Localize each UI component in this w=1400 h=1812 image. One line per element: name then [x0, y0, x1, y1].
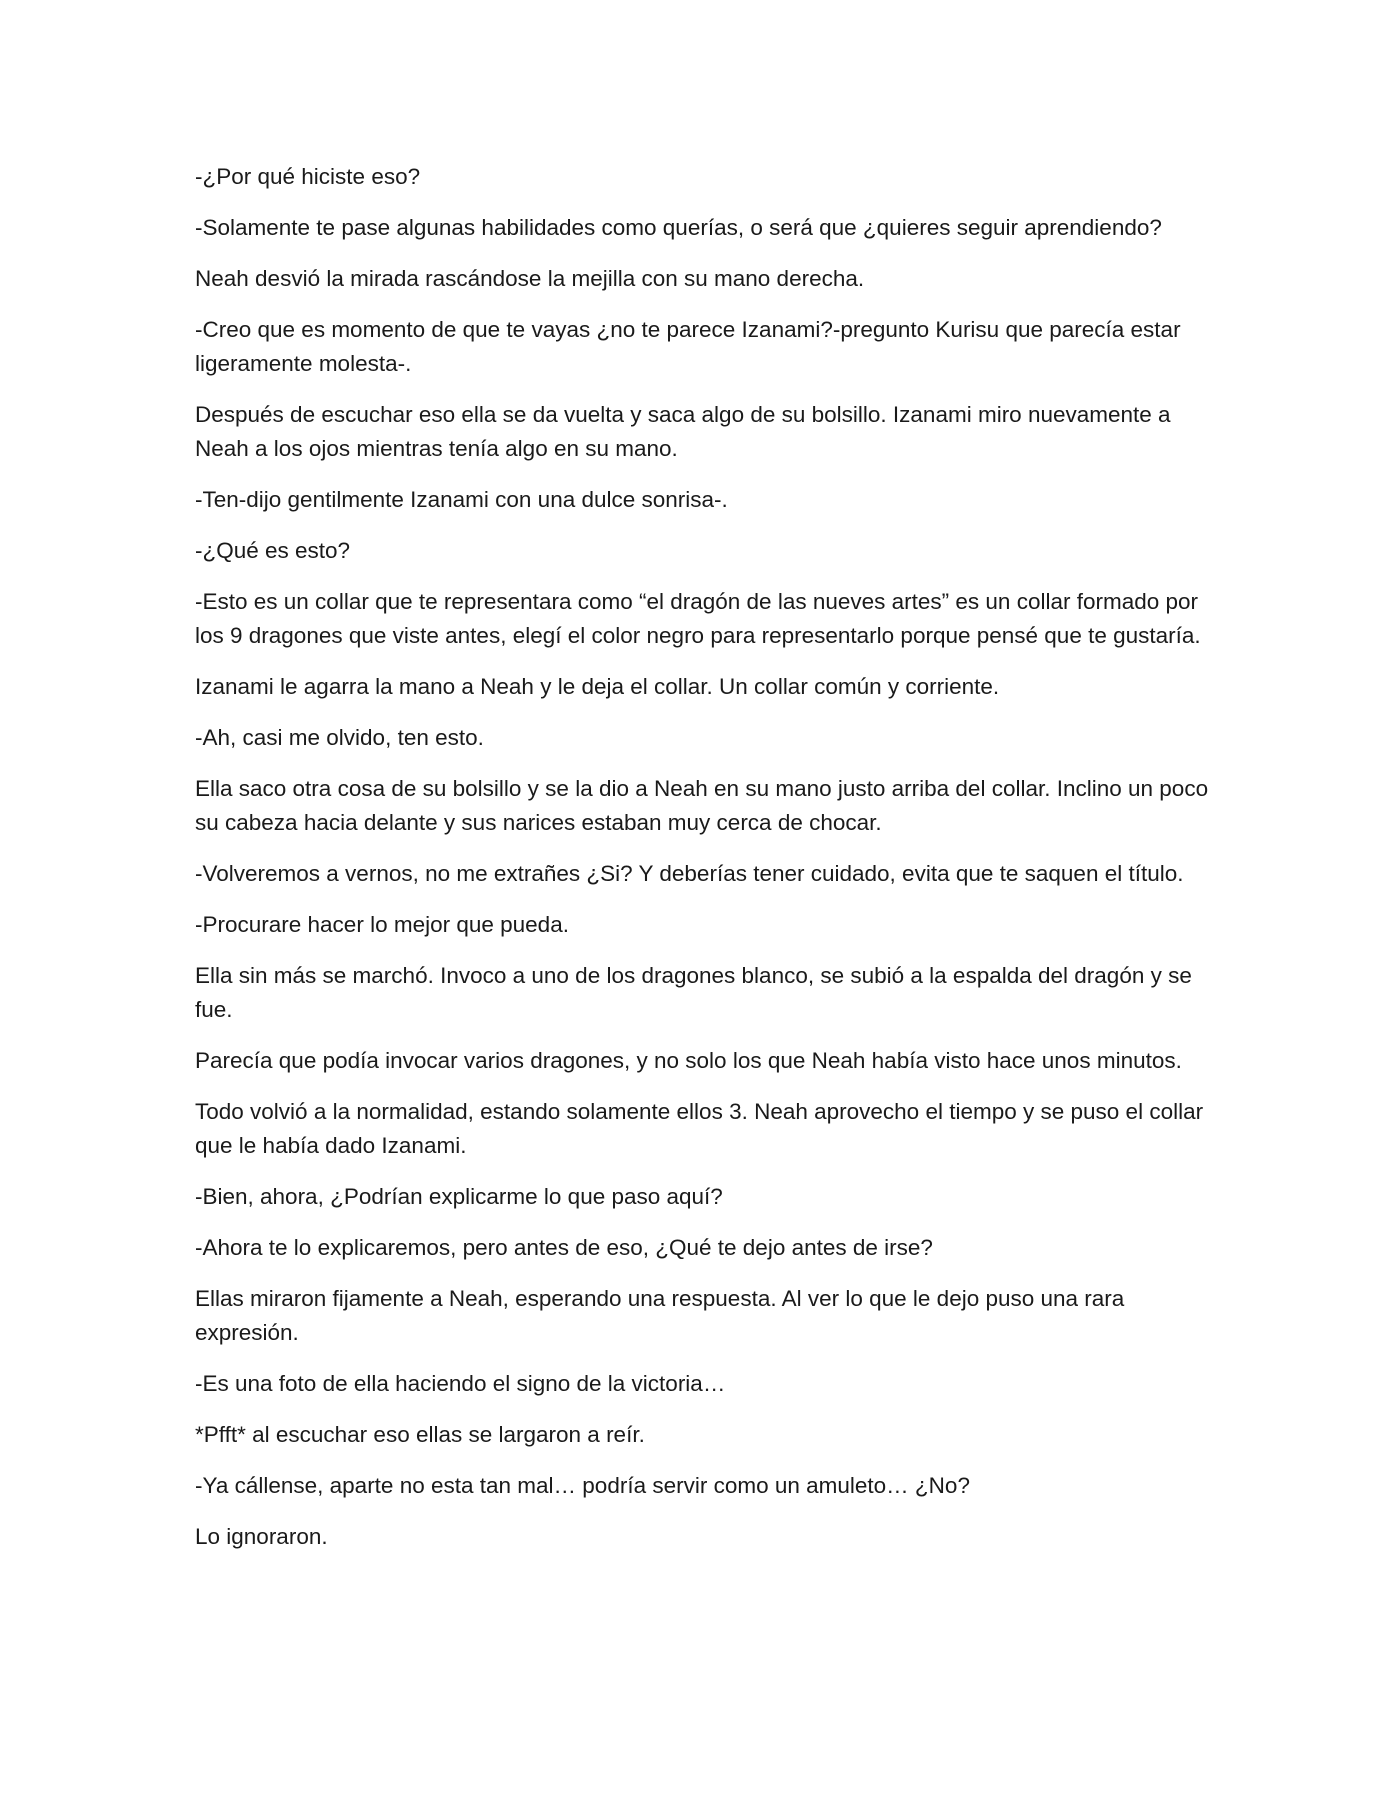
paragraph: Parecía que podía invocar varios dragones, y no solo los que Neah había visto hace unos minutos.	[195, 1048, 1182, 1073]
paragraph: Izanami le agarra la mano a Neah y le deja el collar. Un collar común y corriente.	[195, 674, 1000, 699]
paragraph: Lo ignoraron.	[195, 1524, 328, 1549]
paragraph: -Solamente te pase algunas habilidades como querías, o será que ¿quieres seguir aprendiendo?	[195, 215, 1162, 240]
paragraph: -¿Qué es esto?	[195, 538, 351, 563]
paragraph: -¿Por qué hiciste eso?	[195, 164, 421, 189]
paragraph: Todo volvió a la normalidad, estando solamente ellos 3. Neah aprovecho el tiempo y se puso el collar que le había dado Izanami.	[195, 1099, 1204, 1158]
paragraph: -Esto es un collar que te representara como “el dragón de las nueves artes” es un collar formado por los 9 dragones que viste antes, elegí el color negro para representarlo porque pensé que te gustaría.	[195, 589, 1201, 648]
document-body	[195, 160, 1225, 1571]
paragraph: -Es una foto de ella haciendo el signo de la victoria…	[195, 1371, 726, 1396]
paragraph: Ellas miraron fijamente a Neah, esperando una respuesta. Al ver lo que le dejo puso una rara expresión.	[195, 1286, 1125, 1345]
paragraph: -Procurare hacer lo mejor que pueda.	[195, 912, 569, 937]
paragraph: -Ah, casi me olvido, ten esto.	[195, 725, 484, 750]
paragraph: Ella sin más se marchó. Invoco a uno de los dragones blanco, se subió a la espalda del dragón y se fue.	[195, 963, 1192, 1022]
paragraph: -Volveremos a vernos, no me extrañes ¿Si? Y deberías tener cuidado, evita que te saquen el título.	[195, 861, 1184, 886]
paragraph: -Ahora te lo explicaremos, pero antes de eso, ¿Qué te dejo antes de irse?	[195, 1235, 933, 1260]
paragraph: -Ya cállense, aparte no esta tan mal… podría servir como un amuleto… ¿No?	[195, 1473, 970, 1498]
paragraph: Después de escuchar eso ella se da vuelta y saca algo de su bolsillo. Izanami miro nuevamente a Neah a los ojos mientras tenía algo en su mano.	[195, 402, 1171, 461]
paragraph: -Bien, ahora, ¿Podrían explicarme lo que paso aquí?	[195, 1184, 723, 1209]
paragraph: -Ten-dijo gentilmente Izanami con una dulce sonrisa-.	[195, 487, 728, 512]
paragraph: *Pfft* al escuchar eso ellas se largaron a reír.	[195, 1422, 645, 1447]
paragraph: -Creo que es momento de que te vayas ¿no te parece Izanami?-pregunto Kurisu que parecía estar ligeramente molesta-.	[195, 317, 1181, 376]
paragraph: Neah desvió la mirada rascándose la mejilla con su mano derecha.	[195, 266, 865, 291]
paragraph: Ella saco otra cosa de su bolsillo y se la dio a Neah en su mano justo arriba del collar. Inclino un poco su cabeza hacia delante y sus narices estaban muy cerca de chocar.	[195, 776, 1209, 835]
